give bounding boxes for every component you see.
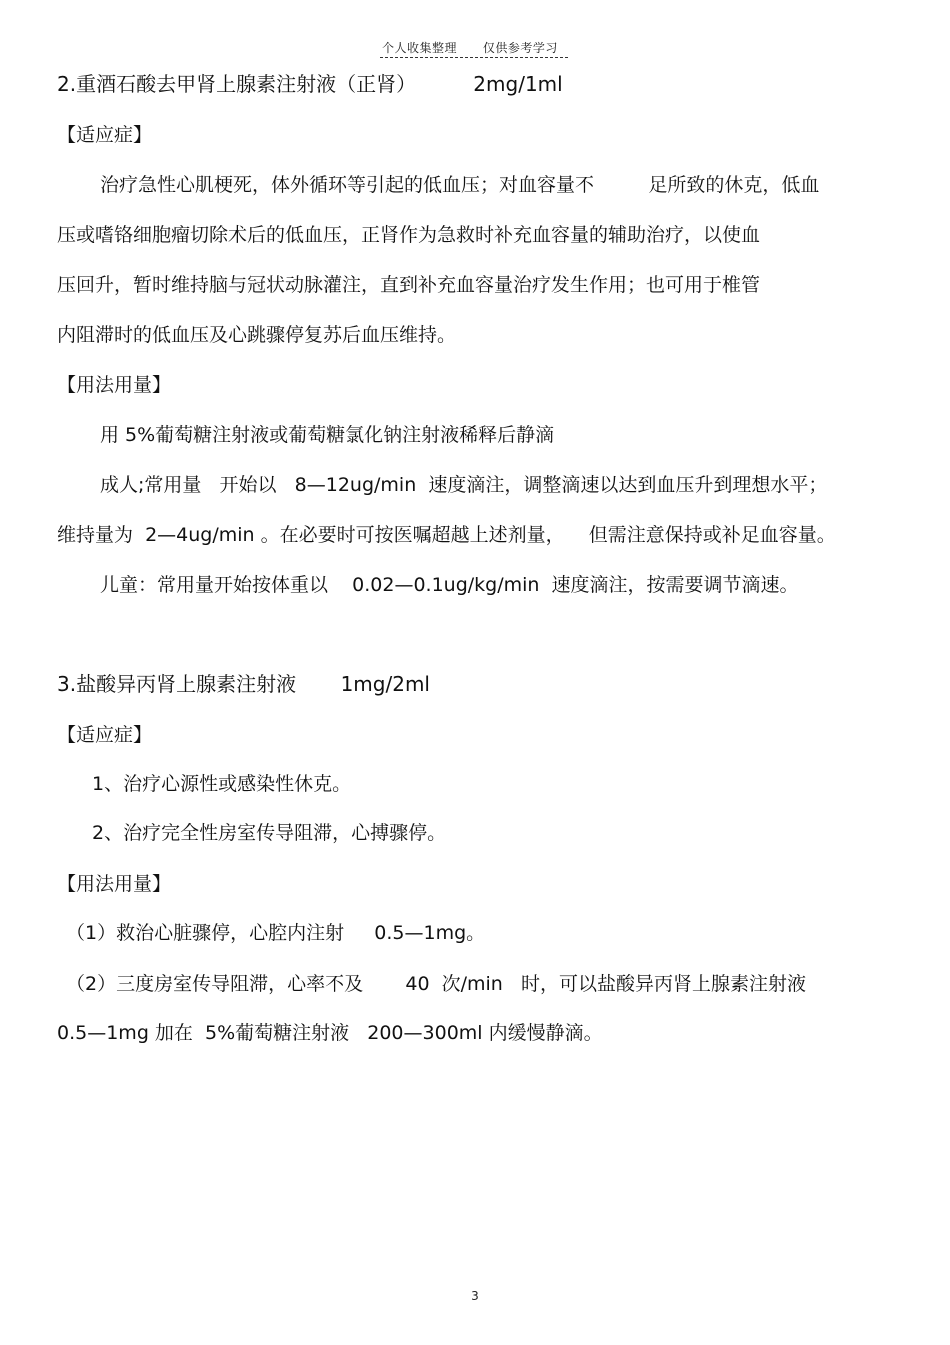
page-number: 3 [471,1289,479,1303]
section-3-usage-line: （2）三度房室传导阻滞，心率不及 40 次/min 时，可以盐酸异丙肾上腺素注射液 [66,973,806,995]
section-2-usage-line: 成人;常用量 开始以 8—12ug/min 速度滴注，调整滴速以达到血压升到理想水平； [100,474,828,496]
section-3-indication-line: 1、治疗心源性或感染性休克。 [92,773,352,795]
section-3-usage-line: （1）救治心脏骤停，心腔内注射 0.5—1mg。 [66,922,486,944]
section-3-indication-label: 【适应症】 [57,724,153,746]
section-2-usage-line: 用 5%葡萄糖注射液或葡萄糖氯化钠注射液稀释后静滴 [100,424,555,446]
page-header: 个人收集整理 仅供参考学习 [382,41,558,55]
section-2-usage-label: 【用法用量】 [57,374,172,396]
section-2-indication-line: 压回升，暂时维持脑与冠状动脉灌注，直到补充血容量治疗发生作用；也可用于椎管 [57,274,761,296]
header-divider [380,57,568,58]
section-2-usage-line: 儿童：常用量开始按体重以 0.02—0.1ug/kg/min 速度滴注，按需要调节滴速。 [100,574,799,596]
section-3-title: 3.盐酸异丙肾上腺素注射液 1mg/2ml [57,672,430,696]
section-3-usage-line: 0.5—1mg 加在 5%葡萄糖注射液 200—300ml 内缓慢静滴。 [57,1022,603,1044]
section-2-usage-line: 维持量为 2—4ug/min 。在必要时可按医嘱超越上述剂量， 但需注意保持或补足血容量。 [57,524,836,546]
section-2-indication-label: 【适应症】 [57,124,153,146]
section-2-indication-line: 压或嗜铬细胞瘤切除术后的低血压，正肾作为急救时补充血容量的辅助治疗，以使血 [57,224,761,246]
section-3-indication-line: 2、治疗完全性房室传导阻滞，心搏骤停。 [92,822,447,844]
section-2-title: 2.重酒石酸去甲肾上腺素注射液（正肾） 2mg/1ml [57,72,563,96]
section-3-usage-label: 【用法用量】 [57,873,172,895]
section-2-indication-line: 内阻滞时的低血压及心跳骤停复苏后血压维持。 [57,324,457,346]
section-2-indication-line: 治疗急性心肌梗死，体外循环等引起的低血压；对血容量不 足所致的休克，低血 [100,174,820,196]
